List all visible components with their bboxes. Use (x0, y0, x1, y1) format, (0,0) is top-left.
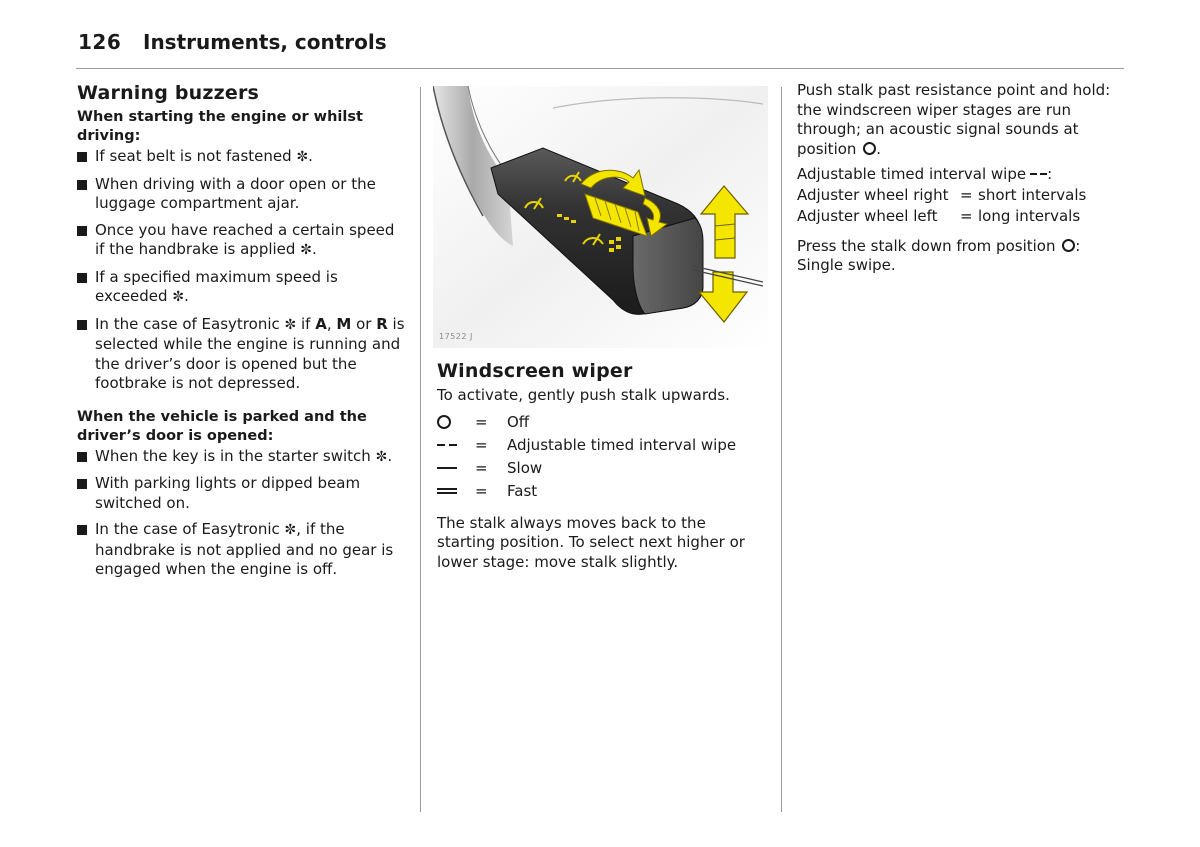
push-stalk-text: Push stalk past resistance point and hold: the windscreen wiper stages are run through; an acoustic signal sounds at position . (797, 81, 1111, 158)
bullet-square-icon (77, 152, 87, 162)
list-item: When driving with a door open or the luggage compartment ajar. (77, 175, 407, 214)
figure-code: 17522 J (439, 332, 473, 341)
right-column (797, 81, 1127, 276)
symbol-row-interval: = Adjustable timed interval wipe (437, 434, 767, 457)
bullet-square-icon (77, 180, 87, 190)
symbol-row-fast: = Fast (437, 480, 767, 503)
bullet-square-icon (77, 226, 87, 236)
starting-list (77, 147, 407, 394)
column-divider-left (420, 87, 421, 812)
column-divider-right (781, 87, 782, 812)
stalk-return-text: The stalk always moves back to the starting position. To select next higher or lower stage: move stalk slightly. (437, 513, 745, 571)
bullet-square-icon (77, 320, 87, 330)
off-circle-icon (1062, 239, 1075, 252)
symbol-list (437, 411, 767, 503)
bullet-square-icon (77, 525, 87, 535)
asterisk-icon: ✼ (296, 149, 309, 165)
asterisk-icon: ✼ (375, 448, 388, 465)
activate-text: To activate, gently push stalk upwards. (437, 386, 730, 404)
adjustable-interval-title: Adjustable timed interval wipe : (797, 165, 1053, 183)
list-item: Once you have reached a certain speed if the handbrake is applied ✼. (77, 221, 407, 261)
list-item: In the case of Easytronic ✼ if A, M or R is selected while the engine is running and the driver’s door is opened but the footbrake is not depressed. (77, 315, 407, 394)
adjuster-row-right: Adjuster wheel right = short intervals (797, 185, 1087, 204)
off-circle-icon (437, 415, 451, 429)
bullet-square-icon (77, 273, 87, 283)
interval-dashes-icon (437, 444, 457, 447)
single-line-icon (437, 467, 457, 470)
single-swipe-text: Single swipe. (797, 256, 896, 274)
wiper-stalk-drawing (433, 86, 768, 348)
off-circle-icon (863, 142, 876, 155)
starting-subheading: When starting the engine or whilst driving: (77, 109, 363, 144)
symbol-row-off: = Off (437, 411, 767, 434)
list-item: With parking lights or dipped beam switched on. (77, 474, 407, 513)
parked-subheading: When the vehicle is parked and the driver’s door is opened: (77, 408, 367, 444)
press-down-text: Press the stalk down from position : (797, 236, 1081, 255)
bullet-square-icon (77, 479, 87, 489)
asterisk-icon: ✼ (172, 289, 185, 305)
list-item: If a specified maximum speed is exceeded ✼. (77, 268, 407, 308)
interval-dashes-icon (1030, 173, 1047, 175)
page-title: Instruments, controls (143, 30, 387, 54)
warning-buzzers-heading: Warning buzzers (77, 82, 260, 104)
bullet-square-icon (77, 452, 87, 462)
asterisk-icon: ✼ (284, 316, 297, 333)
asterisk-icon: ✼ (284, 522, 297, 538)
list-item: If seat belt is not fastened ✼. (77, 147, 407, 168)
page-number: 126 (78, 30, 122, 54)
parked-list (77, 447, 407, 580)
header-rule (76, 68, 1124, 69)
wiper-stalk-illustration (433, 86, 768, 348)
double-line-icon (437, 488, 457, 494)
adjuster-table (797, 185, 1127, 227)
list-item: In the case of Easytronic ✼, if the handbrake is not applied and no gear is engaged when the engine is off. (77, 520, 407, 580)
windscreen-wiper-heading: Windscreen wiper (437, 360, 633, 382)
adjuster-row-left: Adjuster wheel left = long intervals (797, 206, 1081, 225)
symbol-row-slow: = Slow (437, 457, 767, 480)
list-item: When the key is in the starter switch ✼. (77, 447, 407, 468)
left-column (77, 82, 407, 587)
middle-column (437, 360, 767, 572)
asterisk-icon: ✼ (300, 242, 312, 258)
